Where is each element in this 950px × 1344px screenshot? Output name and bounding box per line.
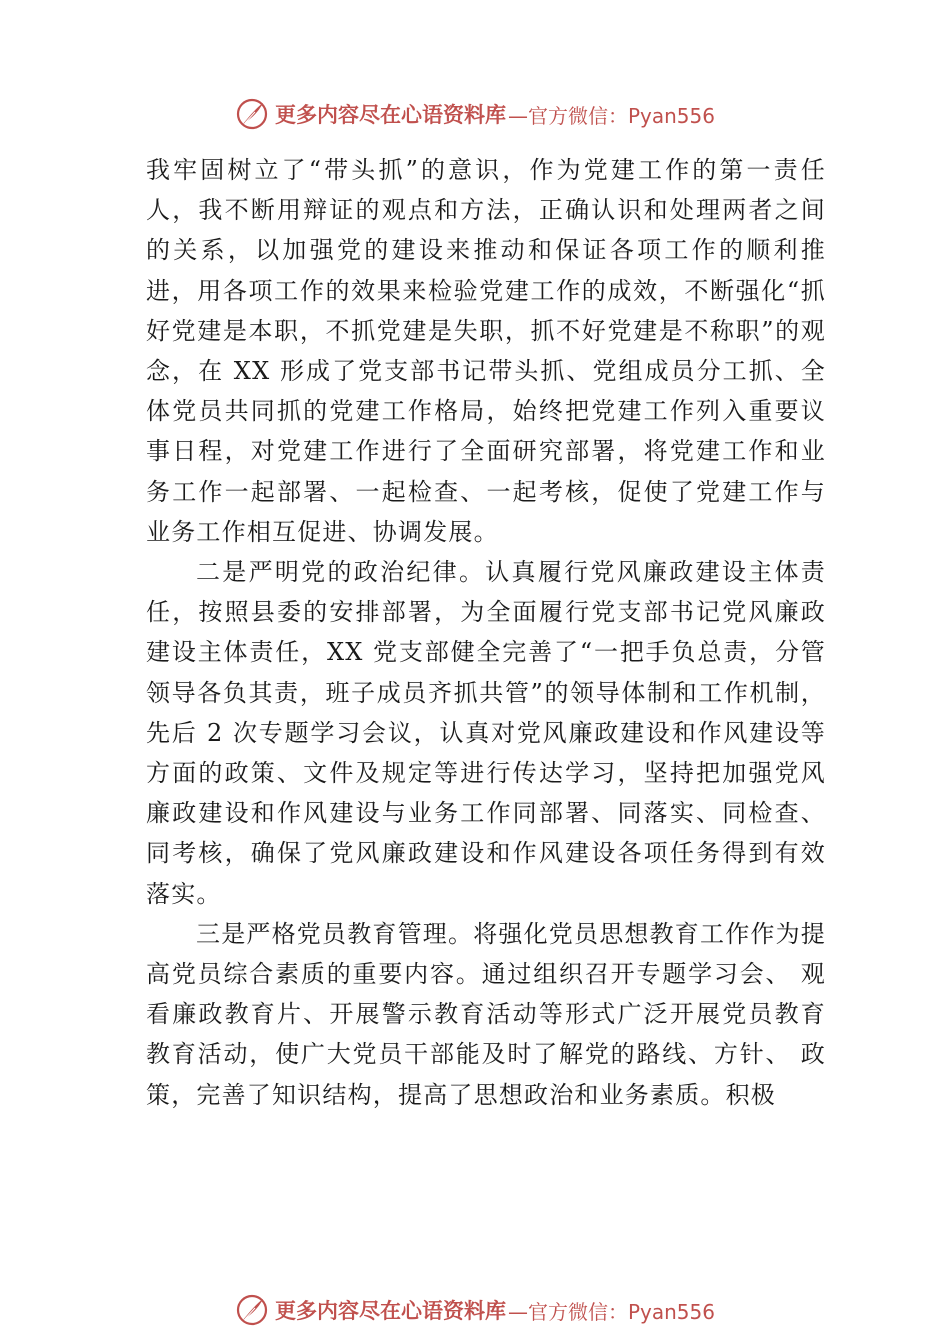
feather-pen-icon [235,97,269,131]
watermark-sub-text: —官方微信：Pyan556 [507,103,715,128]
watermark-main-text: 更多内容尽在心语资料库 [274,1298,506,1323]
feather-pen-icon [235,1293,269,1327]
paragraph-3: 三是严格党员教育管理。将强化党员思想教育工作作为提高党员综合素质的重要内容。通过组织召开专题学习会、 观看廉政教育片、开展警示教育活动等形式广泛开展党员教育教育活动，使广大党员干部能及时了解党的路线、方针、 政策，完善了知识结构，提高了思想政治和业务素质。积极 [146,919,826,1109]
document-body [146,150,826,1115]
paragraph-2: 二是严明党的政治纪律。认真履行党风廉政建设主体责任，按照县委的安排部署，为全面履行党支部书记党风廉政建设主体责任，XX 党支部健全完善了“一把手负总责，分管领导各负其责，班子成员齐抓共管”的领导体制和工作机制，先后 2 次专题学习会议，认真对党风廉政建设和作风建设等方面的政策、文件及规定等进行传达学习，坚持把加强党风廉政建设和作风建设与业务工作同部署、同落实、同检查、同考核，确保了党风廉政建设和作风建设各项任务得到有效落实。 [146,558,826,908]
footer-watermark [0,1290,950,1330]
paragraph-1: 我牢固树立了“带头抓”的意识，作为党建工作的第一责任人，我不断用辩证的观点和方法，正确认识和处理两者之间的关系，以加强党的建设来推动和保证各项工作的顺利推进，用各项工作的效果来检验党建工作的成效，不断强化“抓好党建是本职，不抓党建是失职，抓不好党建是不称职”的观念，在 XX 形成了党支部书记带头抓、党组成员分工抓、全体党员共同抓的党建工作格局，始终把党建工作列入重要议事日程，对党建工作进行了全面研究部署，将党建工作和业务工作一起部署、一起检查、一起考核，促使了党建工作与业务工作相互促进、协调发展。 [146,156,826,546]
header-watermark [0,94,950,134]
watermark-sub-text: —官方微信：Pyan556 [507,1299,715,1324]
watermark-main-text: 更多内容尽在心语资料库 [274,102,506,127]
